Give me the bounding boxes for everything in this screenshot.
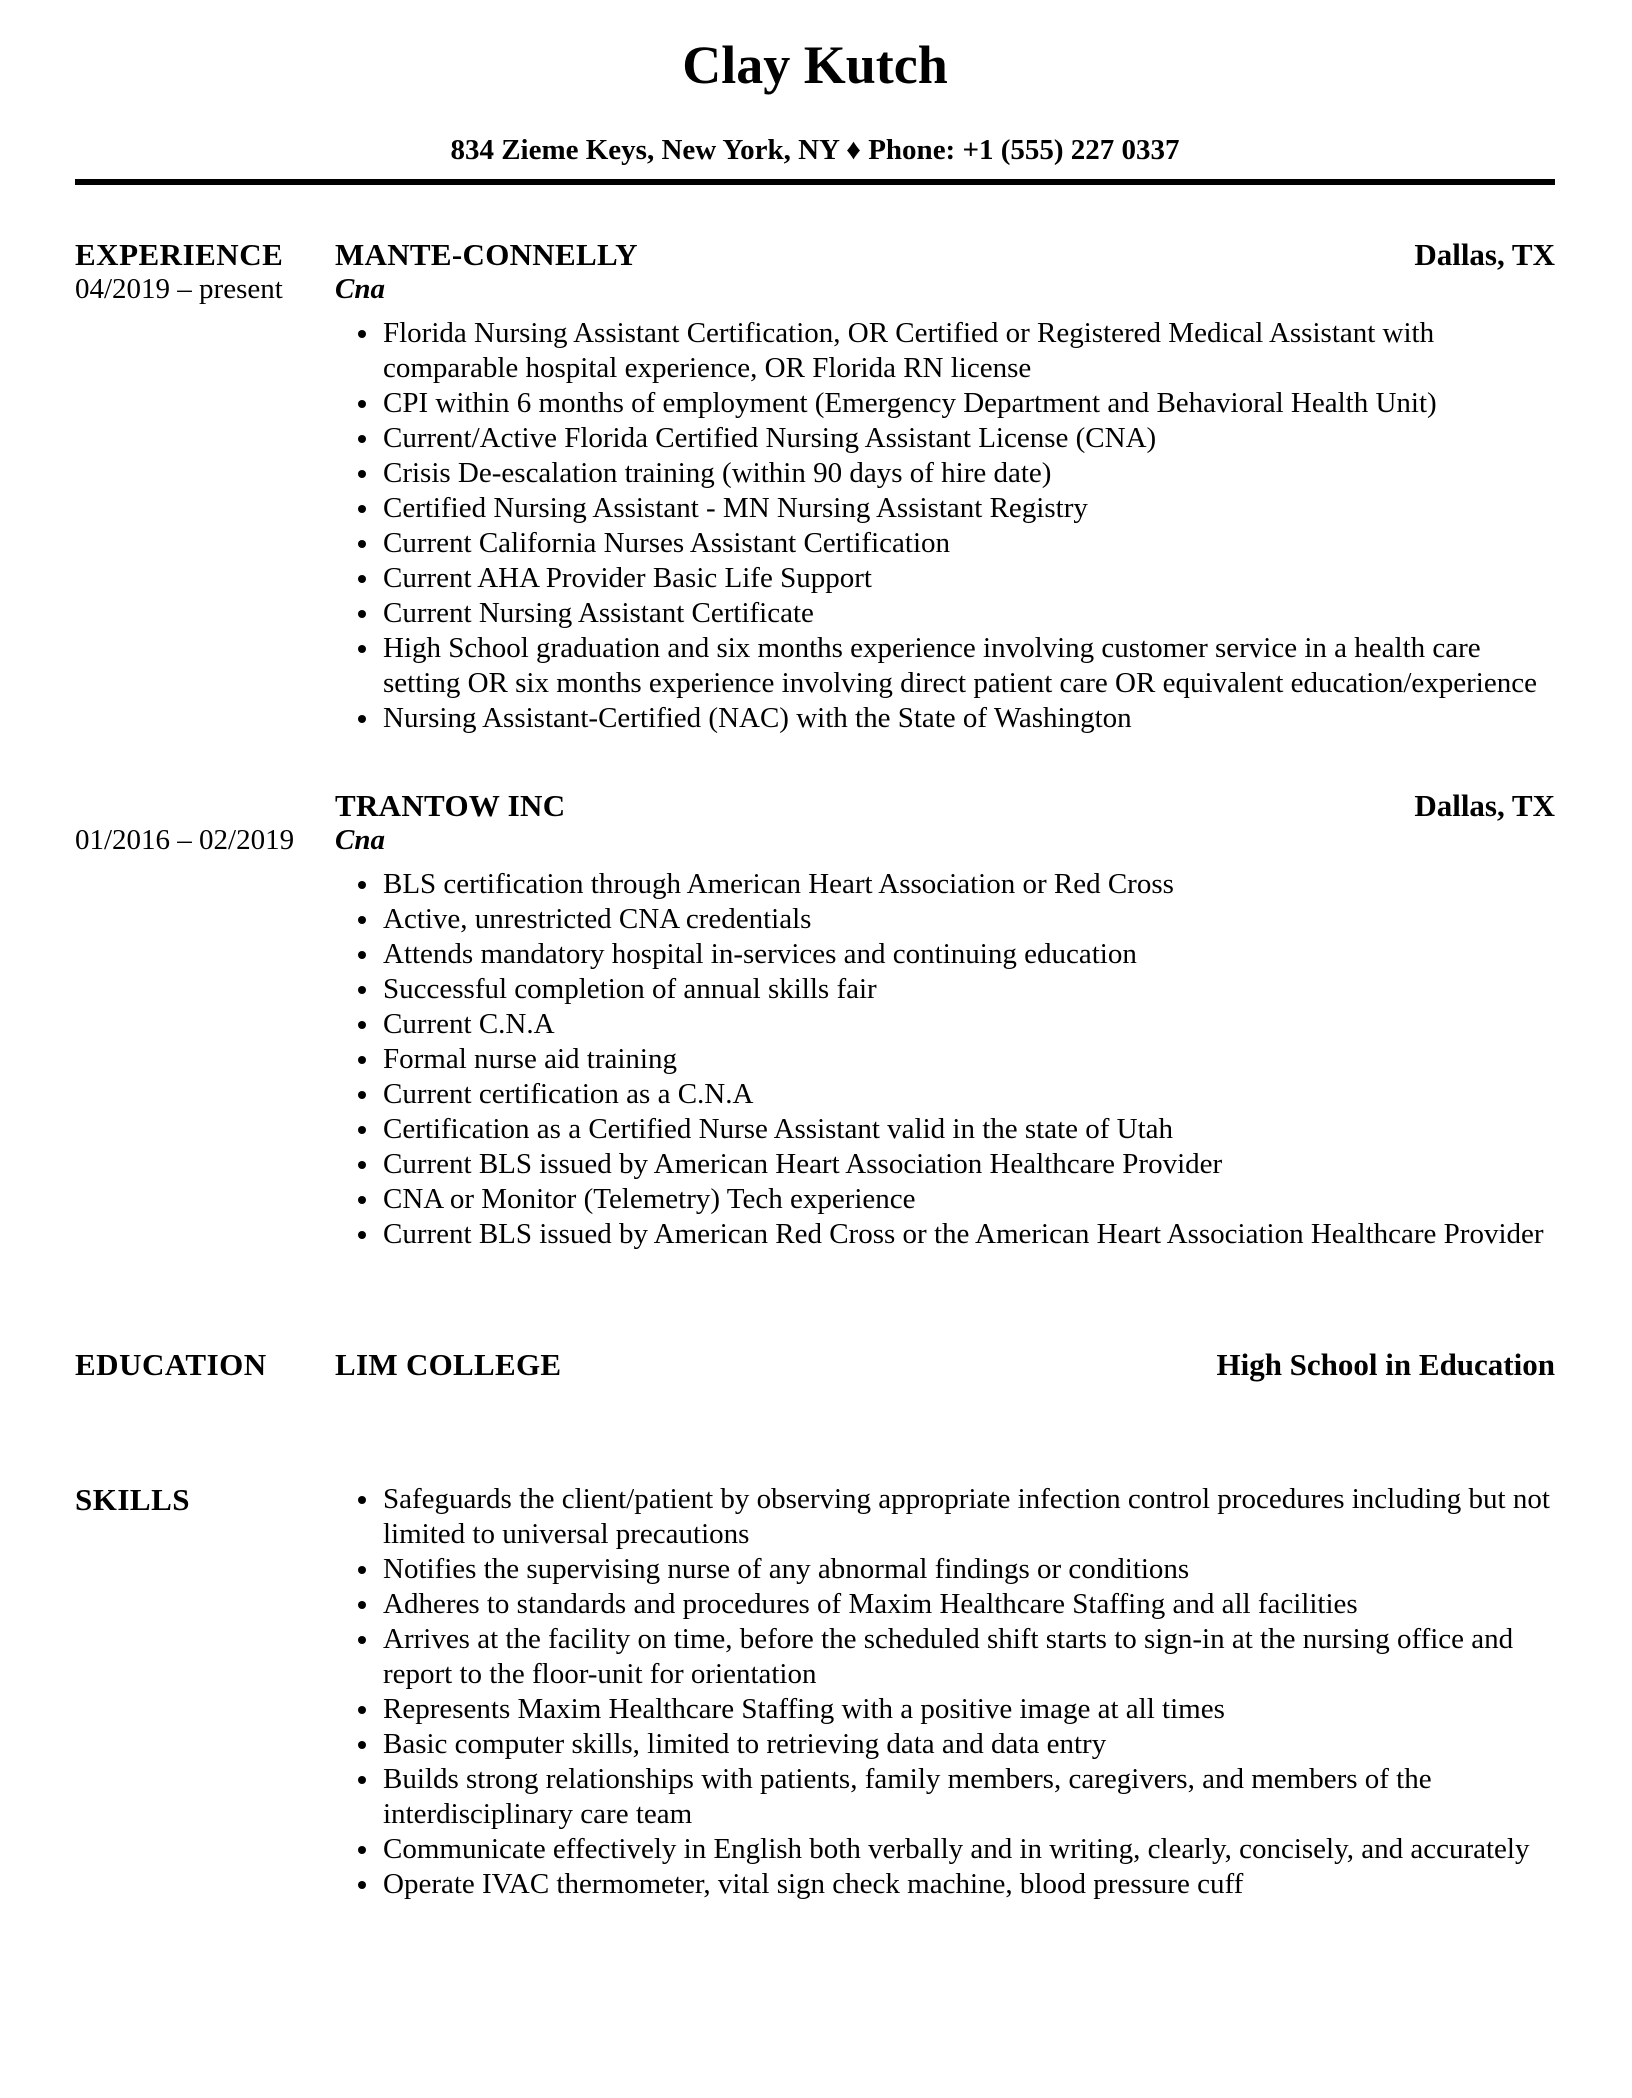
experience-job-1 (75, 237, 1555, 736)
job-2-bullet: • Current BLS issued by American Heart Association Healthcare Provider (381, 1147, 1555, 1182)
job-2-title: Cna (335, 824, 385, 857)
header-divider (75, 179, 1555, 185)
education-content (335, 1347, 1555, 1382)
experience-aside-1 (75, 237, 335, 736)
skill-bullet: • Notifies the supervising nurse of any abnormal findings or conditions (381, 1552, 1555, 1587)
job-1-header (335, 237, 1555, 272)
job-2-company: TRANTOW INC (335, 788, 566, 824)
skills-bullet-list (335, 1482, 1555, 1902)
skill-bullet: • Safeguards the client/patient by observing appropriate infection control procedures including but not limited to universal precautions (381, 1482, 1555, 1552)
job-1-bullet: • Current Nursing Assistant Certificate (381, 596, 1555, 631)
job-2-bullet: • Current certification as a C.N.A (381, 1077, 1555, 1112)
skills-content (335, 1482, 1555, 1902)
job-1-bullet: • Nursing Assistant-Certified (NAC) with the State of Washington (381, 701, 1555, 736)
job-1-bullet: • Crisis De-escalation training (within 90 days of hire date) (381, 456, 1555, 491)
job-1-bullet: • CPI within 6 months of employment (Emergency Department and Behavioral Health Unit) (381, 386, 1555, 421)
resume-header (75, 36, 1555, 185)
school-name: LIM COLLEGE (335, 1347, 562, 1383)
skill-bullet: • Operate IVAC thermometer, vital sign check machine, blood pressure cuff (381, 1867, 1555, 1902)
experience-aside-2 (75, 788, 335, 1252)
skills-aside (75, 1482, 335, 1902)
job-2-dates: 01/2016 – 02/2019 (75, 824, 295, 857)
job-1-content (335, 237, 1555, 736)
job-1-title: Cna (335, 273, 385, 306)
skill-bullet: • Arrives at the facility on time, before the scheduled shift starts to sign-in at the nursing office and report to the floor-unit for orientation (381, 1622, 1555, 1692)
aside-spacer (75, 788, 325, 823)
contact-line: 834 Zieme Keys, New York, NY ♦ Phone: +1 (555) 227 0337 (450, 134, 1180, 167)
education-aside (75, 1347, 335, 1382)
job-2-bullet: • Formal nurse aid training (381, 1042, 1555, 1077)
job-2-header (335, 788, 1555, 823)
person-name: Clay Kutch (682, 35, 948, 95)
job-1-bullet-list (335, 316, 1555, 736)
job-1-bullet: • Current California Nurses Assistant Certification (381, 526, 1555, 561)
job-1-location: Dallas, TX (1414, 237, 1555, 273)
degree-name: High School in Education (1216, 1347, 1555, 1383)
job-1-bullet: • Current/Active Florida Certified Nursing Assistant License (CNA) (381, 421, 1555, 456)
education-line (335, 1347, 1555, 1382)
skill-bullet: • Represents Maxim Healthcare Staffing with a positive image at all times (381, 1692, 1555, 1727)
job-2-content (335, 788, 1555, 1252)
skill-bullet: • Communicate effectively in English both verbally and in writing, clearly, concisely, and accurately (381, 1832, 1555, 1867)
job-2-bullet: • BLS certification through American Heart Association or Red Cross (381, 867, 1555, 902)
experience-job-2 (75, 788, 1555, 1252)
job-2-bullet: • Successful completion of annual skills fair (381, 972, 1555, 1007)
skill-bullet: • Builds strong relationships with patients, family members, caregivers, and members of the interdisciplinary care team (381, 1762, 1555, 1832)
job-2-bullet: • Certification as a Certified Nurse Assistant valid in the state of Utah (381, 1112, 1555, 1147)
job-1-dates: 04/2019 – present (75, 273, 283, 306)
job-1-company: MANTE-CONNELLY (335, 237, 638, 273)
section-label-education: EDUCATION (75, 1347, 267, 1383)
job-2-bullet: • Attends mandatory hospital in-services and continuing education (381, 937, 1555, 972)
education-section (75, 1347, 1555, 1382)
section-label-skills: SKILLS (75, 1482, 191, 1518)
job-1-bullet: • Certified Nursing Assistant - MN Nursing Assistant Registry (381, 491, 1555, 526)
job-1-bullet: • High School graduation and six months experience involving customer service in a health care setting OR six months experience involving direct patient care OR equivalent education/experience (381, 631, 1555, 701)
job-2-bullet: • Current C.N.A (381, 1007, 1555, 1042)
job-2-bullet-list (335, 867, 1555, 1252)
job-2-bullet: • Active, unrestricted CNA credentials (381, 902, 1555, 937)
section-label-experience: EXPERIENCE (75, 237, 284, 273)
skill-bullet: • Adheres to standards and procedures of Maxim Healthcare Staffing and all facilities (381, 1587, 1555, 1622)
job-2-bullet: • CNA or Monitor (Telemetry) Tech experience (381, 1182, 1555, 1217)
job-2-bullet: • Current BLS issued by American Red Cross or the American Heart Association Healthcare Provider (381, 1217, 1555, 1252)
job-1-bullet: • Florida Nursing Assistant Certification, OR Certified or Registered Medical Assistant with comparable hospital experience, OR Florida RN license (381, 316, 1555, 386)
skills-section (75, 1482, 1555, 1902)
job-2-location: Dallas, TX (1414, 788, 1555, 824)
skill-bullet: • Basic computer skills, limited to retrieving data and data entry (381, 1727, 1555, 1762)
job-1-bullet: • Current AHA Provider Basic Life Support (381, 561, 1555, 596)
